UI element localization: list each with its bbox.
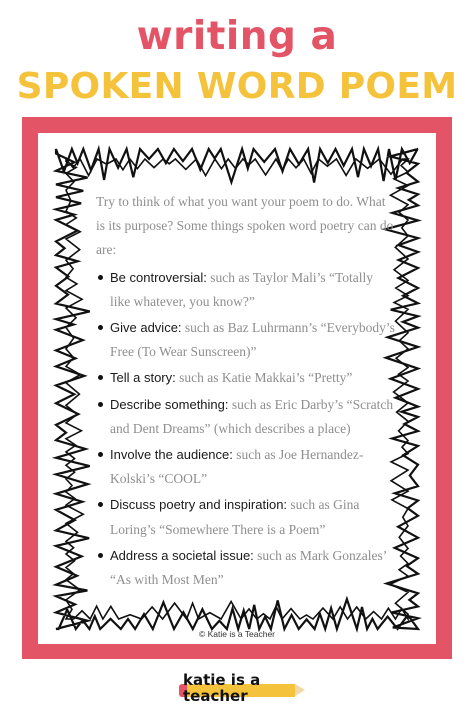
bullet-icon	[98, 452, 103, 457]
bullet-icon	[98, 375, 103, 380]
list-item	[110, 266, 396, 314]
item-text: such as Mark Gonzales’ “As with Most Men”	[110, 547, 387, 588]
item-label: Discuss poetry and inspiration:	[110, 497, 288, 513]
item-label: Address a societal issue:	[110, 547, 254, 563]
item-label: Describe something:	[110, 396, 229, 412]
brand-logo	[175, 672, 305, 708]
bullet-icon	[98, 553, 103, 558]
logo-text	[183, 672, 303, 704]
item-text: such as Joe Hernandez-Kolski’s “COOL”	[110, 447, 364, 487]
list-item	[110, 316, 396, 364]
bullet-icon	[98, 325, 103, 330]
item-text: such as Gina Loring’s “Somewhere There is a Poem”	[110, 497, 360, 537]
item-label: Give advice:	[110, 320, 182, 336]
purpose-list	[96, 266, 396, 593]
list-item	[110, 443, 396, 491]
logo-line-1: katie is a	[183, 671, 261, 689]
list-item	[110, 366, 396, 390]
item-label: Tell a story:	[110, 370, 176, 386]
bullet-icon	[98, 502, 103, 507]
bullet-icon	[98, 402, 103, 407]
item-text: such as Baz Luhrmann’s “Everybody’s Free (To Wear Sunscreen)”	[110, 320, 395, 360]
item-label: Involve the audience:	[110, 447, 233, 463]
copyright-notice: © Katie is a Teacher	[198, 629, 276, 639]
item-text: such as Katie Makkai’s “Pretty”	[175, 370, 353, 386]
item-text: such as Taylor Mali’s “Totally like whatever, you know?”	[110, 269, 374, 309]
bullet-icon	[98, 275, 103, 280]
title-line-2: SPOKEN WORD POEM	[16, 66, 458, 107]
list-item	[110, 544, 396, 592]
logo-line-2: teacher	[183, 687, 248, 705]
item-text: such as Eric Darby’s “Scratch and Dent Dreams” (which describes a place)	[110, 396, 394, 436]
list-item	[110, 493, 396, 541]
content-body	[96, 190, 396, 594]
list-item	[110, 393, 396, 441]
title-line-1: writing a	[136, 14, 338, 59]
intro-paragraph: Try to think of what you want your poem to do. What is its purpose? Some things spoken word poetry can do are:	[96, 194, 394, 258]
item-label: Be controversial:	[110, 269, 207, 285]
